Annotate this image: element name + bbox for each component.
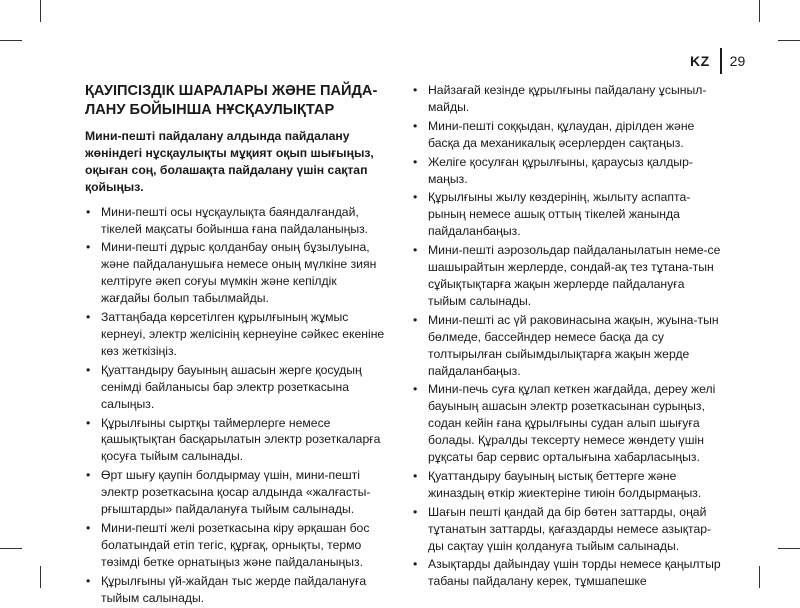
crop-mark: [778, 40, 800, 41]
list-item: • Шағын пешті қандай да бір бөтен заттарды, оңай тұтанатын заттарды, қағаздарды немесе азықтар-ды сақтау үшін қолдануға тыйым салынады.: [412, 504, 722, 555]
list-item: • Мини-пешті осы нұсқаулықта баяндалғандай, тікелей мақсаты бойынша ғана пайдаланыңыз.: [85, 204, 385, 238]
crop-mark: [759, 0, 760, 22]
list-item: • Мини-печь суға құлап кеткен жағдайда, дереу желі бауының ашасын электр розеткасынан сурыңыз, содан кейін ғана құрылғыны судан алып шығуға болады. Құралды тексерту немесе жөндету үшін рұқсаты бар сервис орталығына хабарласыңыз.: [412, 381, 722, 466]
page-number: 29: [729, 53, 746, 69]
page-header: [690, 48, 745, 74]
list-item: • Мини-пешті желі розеткасына кіру әрқашан бос болатындай етіп тегіс, құрғақ, орнықты, термо төзімді бетке орнатыңыз және пайдаланыңыз.: [85, 520, 385, 571]
intro-paragraph: Мини-пешті пайдалану алдында пайдалану жөніндегі нұсқаулықты мұқият оқып шығыңыз, оқыған соң, болашақта пайдалану үшін сақтап қойыңыз.: [85, 129, 374, 194]
list-item: • Өрт шығу қаупін болдырмау үшін, мини-пешті электр розеткасына қосар алдында «жалғасты-рғыштарды» пайдалануға тыйым салынады.: [85, 467, 385, 518]
crop-mark: [778, 548, 800, 549]
list-item: • Құрылғыны сыртқы таймерлерге немесе қашықтықтан басқарылатын электр розеткаларға қосуға тыйым салынады.: [85, 415, 385, 466]
crop-mark: [40, 0, 41, 22]
section-title: ҚАУІПСІЗДІК ШАРАЛАРЫ ЖӘНЕ ПАЙДА-ЛАНУ БОЙЫНША НҰСҚАУЛЫҚТАР: [85, 83, 378, 118]
crop-mark: [759, 566, 760, 588]
left-column: [85, 82, 385, 608]
list-item: • Мини-пешті аэрозольдар пайдаланылатын неме-се шашырайтын жерлерде, сондай-ақ тез тұтана-тын сұйықтықтарға жақын жерлерде пайдалануға тыйым салынады.: [412, 242, 722, 310]
list-item: • Желіге қосулған құрылғыны, қараусыз қалдыр-маңыз.: [412, 154, 722, 188]
list-item: • Қуаттандыру бауының ашасын жерге қосудың сенімді байланысы бар электр розеткасына салыңыз.: [85, 362, 385, 413]
right-column: [412, 82, 722, 592]
list-item: • Заттаңбада көрсетілген құрылғының жұмыс кернеуі, электр желісінің кернеуіне сәйкес екеніне көз жеткізіңіз.: [85, 309, 385, 360]
crop-mark: [40, 566, 41, 588]
list-item: • Найзағай кезінде құрылғыны пайдалану ұсыныл-майды.: [412, 82, 722, 116]
crop-mark: [0, 548, 22, 549]
list-item: • Мини-пешті дұрыс қолданбау оның бұзылуына, және пайдаланушыға немесе оның мүлкіне зиян келтіруге әкеп соғуы мүмкін және кепілдік жағдайы болып табылмайды.: [85, 239, 385, 307]
safety-list-right: [412, 82, 722, 590]
list-item: • Құрылғыны үй-жайдан тыс жерде пайдалануға тыйым салынады.: [85, 573, 385, 607]
list-item: • Құрылғыны жылу көздерінің, жылыту аспапта-рының немесе ашық оттың тікелей жанында пайдаланбаңыз.: [412, 189, 722, 240]
list-item: • Қуаттандыру бауының ыстық беттерге және жиназдың өткір жиектеріне тиюін болдырмаңыз.: [412, 468, 722, 502]
list-item: • Мини-пешті соққыдан, құлаудан, дірілден және басқа да механикалық әсерлерден сақтаңыз.: [412, 118, 722, 152]
language-code: KZ: [690, 53, 710, 69]
list-item: • Мини-пешті ас үй раковинасына жақын, жуына-тын бөлмеде, бассейндер немесе басқа да су толтырылған сыйымдылықтарға жақын жерде пайдаланбаңыз.: [412, 312, 722, 380]
list-item: • Азықтарды дайындау үшін торды немесе қаңылтыр табаны пайдалану керек, тұмшапешке: [412, 556, 722, 590]
crop-mark: [0, 40, 22, 41]
header-divider: [720, 48, 722, 74]
safety-list-left: [85, 204, 385, 607]
